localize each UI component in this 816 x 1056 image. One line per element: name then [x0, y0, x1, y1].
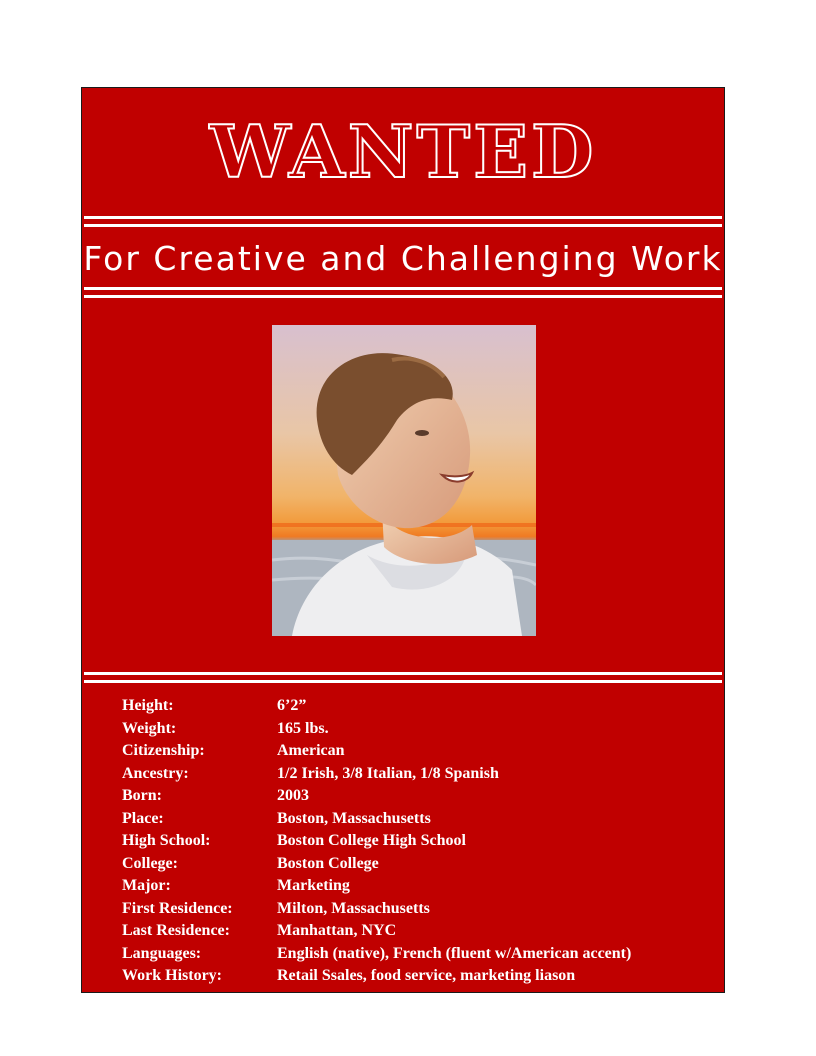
poster-title: WANTED [209, 109, 597, 194]
personal-details [122, 695, 631, 988]
fact-row-weight [122, 718, 631, 741]
fact-row-born [122, 785, 631, 808]
fact-value: Marketing [277, 877, 350, 894]
fact-row-college [122, 853, 631, 876]
divider-line [84, 216, 722, 219]
fact-row-major [122, 875, 631, 898]
fact-value: American [277, 742, 345, 759]
fact-label: Ancestry: [122, 764, 189, 782]
fact-value: 1/2 Irish, 3/8 Italian, 1/8 Spanish [277, 764, 499, 782]
divider-line [84, 680, 722, 683]
fact-value: English (native), French (fluent w/American accent) [277, 944, 632, 962]
divider-line [84, 224, 722, 227]
fact-row-last-residence [122, 920, 631, 943]
fact-row-languages [122, 943, 631, 966]
fact-label: Height: [122, 697, 174, 714]
fact-value: 2003 [277, 787, 309, 804]
fact-label: First Residence: [122, 899, 233, 917]
fact-label: College: [122, 854, 178, 872]
portrait-photo [272, 325, 536, 636]
divider-line [84, 287, 722, 290]
fact-value: Boston College [277, 854, 379, 872]
fact-label: Major: [122, 877, 171, 894]
fact-label: High School: [122, 832, 211, 849]
fact-label: Last Residence: [122, 922, 230, 939]
fact-value: Boston, Massachusetts [277, 809, 431, 827]
fact-row-high-school [122, 830, 631, 853]
divider-line [84, 295, 722, 298]
fact-label: Born: [122, 787, 162, 804]
fact-label: Work History: [122, 967, 222, 984]
poster-subtitle: For Creative and Challenging Work [83, 239, 723, 278]
fact-row-height [122, 695, 631, 718]
fact-label: Weight: [122, 719, 177, 737]
fact-value: 6’2” [277, 697, 307, 714]
fact-label: Place: [122, 809, 164, 827]
fact-label: Languages: [122, 944, 202, 962]
fact-value: Boston College High School [277, 832, 466, 849]
fact-row-place [122, 808, 631, 831]
fact-row-work-history [122, 965, 631, 988]
fact-row-ancestry [122, 763, 631, 786]
fact-value: Milton, Massachusetts [277, 899, 430, 917]
fact-value: Retail Ssales, food service, marketing liason [277, 967, 576, 984]
divider-line [84, 672, 722, 675]
fact-label: Citizenship: [122, 742, 205, 759]
fact-value: 165 lbs. [277, 719, 329, 737]
fact-row-citizenship [122, 740, 631, 763]
fact-row-first-residence [122, 898, 631, 921]
wanted-poster [81, 87, 725, 993]
fact-value: Manhattan, NYC [277, 922, 397, 939]
